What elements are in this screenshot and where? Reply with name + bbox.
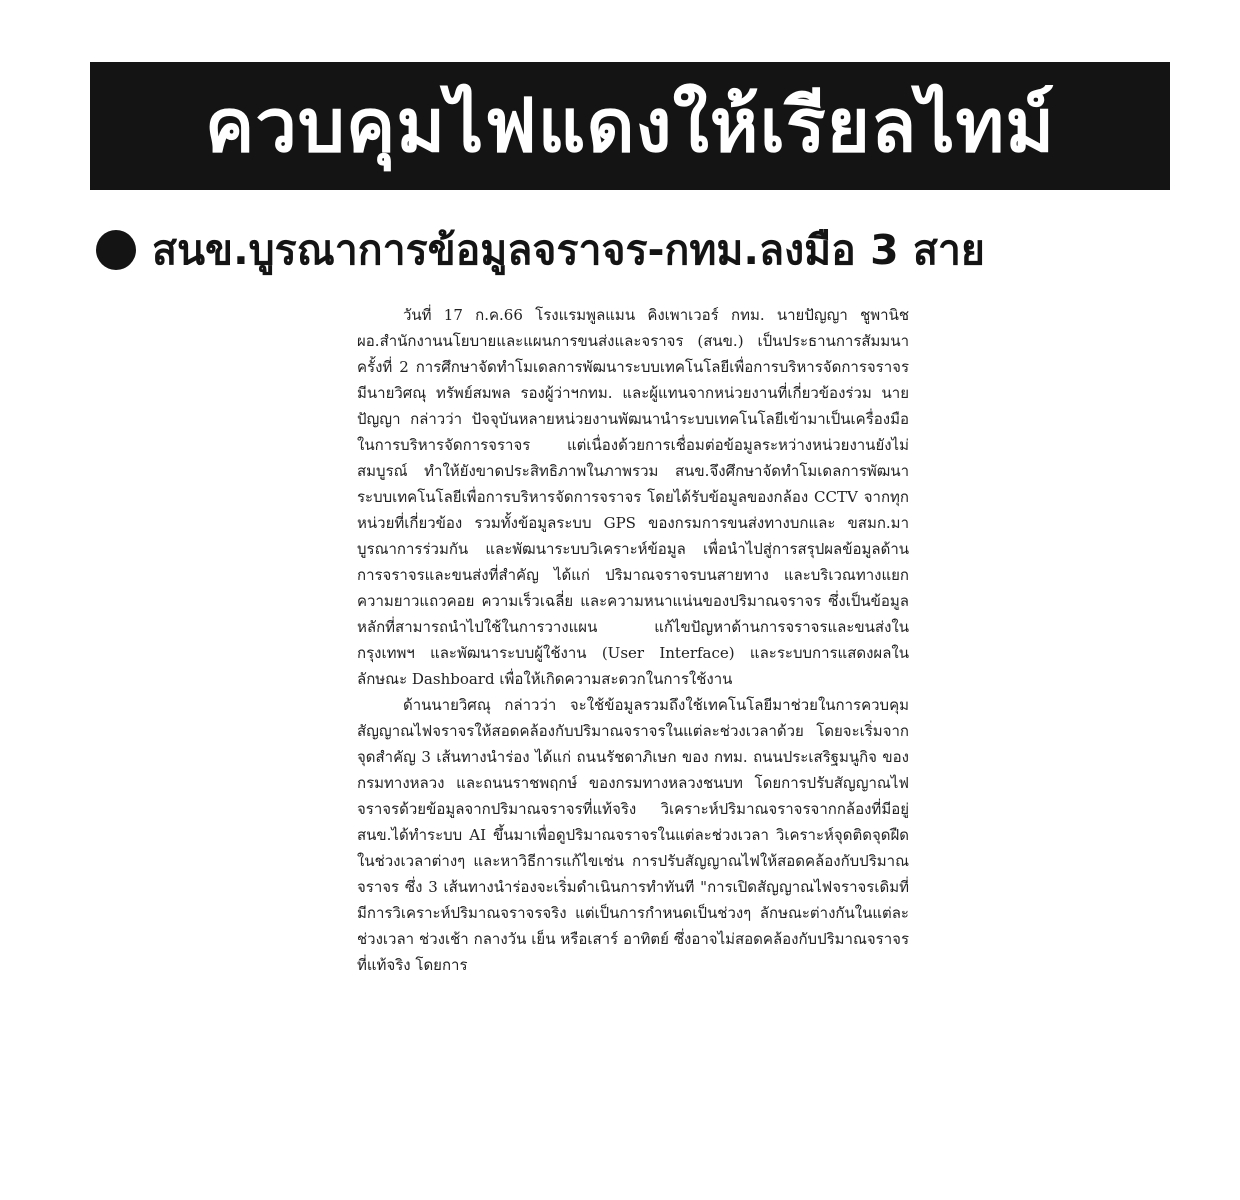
subheadline: สนข.บูรณาการข้อมูลจราจร-กทม.ลงมือ 3 สาย (152, 225, 985, 274)
headline: ควบคุมไฟแดงให้เรียลไทม์ (204, 83, 1056, 169)
headline-banner (90, 62, 1170, 190)
article-paragraph: วันที่ 17 ก.ค.66 โรงแรมพูลแมน คิงเพาเวอร์ กทม. นายปัญญา ชูพานิช ผอ.สำนักงานนโยบายและแผนการขนส่งและจราจร (สนข.) เป็นประธานการสัมมนาครั้งที่ 2 การศึกษาจัดทำโมเดลการพัฒนาระบบเทคโนโลยีเพื่อการบริหารจัดการจราจร มีนายวิศณุ ทรัพย์สมพล รองผู้ว่าฯกทม. และผู้แทนจากหน่วยงานที่เกี่ยวข้องร่วม นายปัญญา กล่าวว่า ปัจจุบันหลายหน่วยงานพัฒนานำระบบเทคโนโลยีเข้ามาเป็นเครื่องมือในการบริหารจัดการจราจร แต่เนื่องด้วยการเชื่อมต่อข้อมูลระหว่างหน่วยงานยังไม่สมบูรณ์ ทำให้ยังขาดประสิทธิภาพในภาพรวม สนข.จึงศึกษาจัดทำโมเดลการพัฒนาระบบเทคโนโลยีเพื่อการบริหารจัดการจราจร โดยได้รับข้อมูลของกล้อง CCTV จากทุกหน่วยที่เกี่ยวข้อง รวมทั้งข้อมูลระบบ GPS ของกรมการขนส่งทางบกและ ขสมก.มาบูรณาการร่วมกัน และพัฒนาระบบวิเคราะห์ข้อมูล เพื่อนำไปสู่การสรุปผลข้อมูลด้านการจราจรและขนส่งที่สำคัญ ได้แก่ ปริมาณจราจรบนสายทาง และบริเวณทางแยกความยาวแถวคอย ความเร็วเฉลี่ย และความหนาแน่นของปริมาณจราจร ซึ่งเป็นข้อมูลหลักที่สามารถนำไปใช้ในการวางแผน แก้ไขปัญหาด้านการจราจรและขนส่งในกรุงเทพฯ และพัฒนาระบบผู้ใช้งาน (User Interface) และระบบการแสดงผลในลักษณะ Dashboard เพื่อให้เกิดความสะดวกในการใช้งาน (357, 306, 909, 688)
article-body (357, 302, 909, 978)
subheadline-row (90, 212, 1170, 288)
article-paragraph: ด้านนายวิศณุ กล่าวว่า จะใช้ข้อมูลรวมถึงใช้เทคโนโลยีมาช่วยในการควบคุมสัญญาณไฟจราจรให้สอดคล้องกับปริมาณจราจรในแต่ละช่วงเวลาด้วย โดยจะเริ่มจากจุดสำคัญ 3 เส้นทางนำร่อง ได้แก่ ถนนรัชดาภิเษก ของ กทม. ถนนประเสริฐมนูกิจ ของกรมทางหลวง และถนนราชพฤกษ์ ของกรมทางหลวงชนบท โดยการปรับสัญญาณไฟจราจรด้วยข้อมูลจากปริมาณจราจรที่แท้จริง วิเคราะห์ปริมาณจราจรจากกล้องที่มีอยู่ สนข.ได้ทำระบบ AI ขึ้นมาเพื่อดูปริมาณจราจรในแต่ละช่วงเวลา วิเคราะห์จุดติดจุดฝืดในช่วงเวลาต่างๆ และหาวิธีการแก้ไขเช่น การปรับสัญญาณไฟให้สอดคล้องกับปริมาณจราจร ซึ่ง 3 เส้นทางนำร่องจะเริ่มดำเนินการทำทันที "การเปิดสัญญาณไฟจราจรเดิมที่มีการวิเคราะห์ปริมาณจราจรจริง แต่เป็นการกำหนดเป็นช่วงๆ ลักษณะต่างกันในแต่ละช่วงเวลา ช่วงเช้า กลางวัน เย็น หรือเสาร์ อาทิตย์ ซึ่งอาจไม่สอดคล้องกับปริมาณจราจรที่แท้จริง โดยการ (357, 696, 909, 974)
bullet-dot-icon (96, 230, 136, 270)
